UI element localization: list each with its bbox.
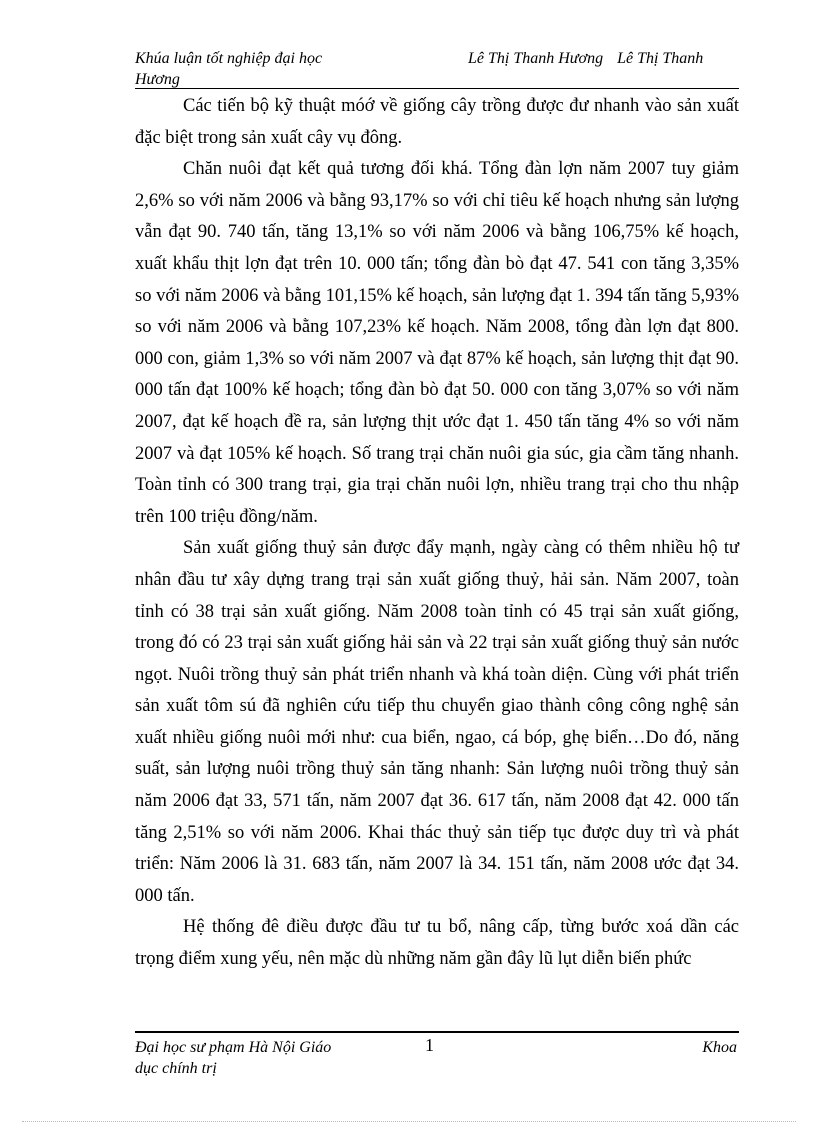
page-footer bbox=[135, 1035, 739, 1077]
footer-university: Đại học sư phạm Hà Nội Giáo dục chính trị bbox=[135, 1039, 332, 1077]
footer-divider bbox=[135, 1031, 739, 1033]
page-header bbox=[135, 46, 740, 88]
header-author bbox=[468, 48, 703, 69]
header-author-name: Lê Thị Thanh Hương bbox=[468, 50, 604, 67]
paragraph: Chăn nuôi đạt kết quả tương đối khá. Tổng đàn lợn năm 2007 tuy giảm 2,6% so với năm 2006 và bằng 93,17% so với chỉ tiêu kế hoạch nhưng sản lượng vẫn đạt 90. 740 tấn, tăng 13,1% so với năm 2006 và bằng 106,75% kế hoạch, xuất khẩu thịt lợn đạt trên 10. 000 tấn; tổng đàn bò đạt 47. 541 con tăng 3,35% so với năm 2006 và bằng 101,15% kế hoạch, sản lượng đạt 1. 394 tấn tăng 5,93% so với năm 2006 và bằng 107,23% kế hoạch. Năm 2008, tổng đàn lợn đạt 800. 000 con, giảm 1,3% so với năm 2007 và đạt 87% kế hoạch, sản lượng thịt đạt 90. 000 tấn đạt 100% kế hoạch; tổng đàn bò đạt 50. 000 con tăng 3,07% so với năm 2007, đạt kế hoạch đề ra, sản lượng thịt ước đạt 1. 450 tấn tăng 4% so với năm 2007 và đạt 105% kế hoạch. Số trang trại chăn nuôi gia súc, gia cầm tăng nhanh. Toàn tỉnh có 300 trang trại, gia trại chăn nuôi lợn, nhiều trang trại cho thu nhập trên 100 triệu đồng/năm. bbox=[135, 159, 740, 527]
paragraph: Các tiến bộ kỹ thuật móớ về giống cây trồng được đư nhanh vào sản xuất đặc biệt trong sản xuất cây vụ đông. bbox=[135, 96, 739, 148]
page-body bbox=[135, 91, 739, 976]
footer-faculty: Khoa bbox=[702, 1039, 737, 1056]
header-thesis-title: Khúa luận tốt nghiệp đại học Hương bbox=[135, 50, 323, 88]
page-number: 1 bbox=[425, 1035, 434, 1055]
page-bottom-edge bbox=[22, 1121, 796, 1122]
paragraph: Hệ thống đê điều được đầu tư tu bổ, nâng cấp, từng bước xoá dần các trọng điểm xung yếu, nên mặc dù những năm gần đây lũ lụt diễn biến phức bbox=[135, 917, 739, 970]
header-author-name-repeat: Lê Thị Thanh bbox=[617, 50, 704, 67]
header-divider bbox=[135, 88, 739, 89]
paragraph: Sản xuất giống thuỷ sản được đẩy mạnh, ngày càng có thêm nhiều hộ tư nhân đầu tư xây dựng trang trại sản xuất giống thuỷ, hải sản. Năm 2007, toàn tỉnh có 38 trại sản xuất giống. Năm 2008 toàn tỉnh có 45 trại sản xuất giống, trong đó có 23 trại sản xuất giống hải sản và 22 trại sản xuất giống thuỷ sản nước ngọt. Nuôi trồng thuỷ sản phát triển nhanh và khá toàn diện. Cùng với phát triển sản xuất tôm sú đã nghiên cứu tiếp thu chuyển giao thành công công nghệ sản xuất nhiều giống nuôi mới như: cua biển, ngao, cá bóp, ghẹ biển…Do đó, năng suất, sản lượng nuôi trồng thuỷ sản tăng nhanh: Sản lượng nuôi trồng thuỷ sản năm 2006 đạt 33, 571 tấn, năm 2007 đạt 36. 617 tấn, năm 2008 đạt 42. 000 tấn tăng 2,51% so với năm 2006. Khai thác thuỷ sản tiếp tục được duy trì và phát triển: Năm 2006 là 31. 683 tấn, năm 2007 là 34. 151 tấn, năm 2008 ước đạt 34. 000 tấn. bbox=[135, 538, 739, 906]
